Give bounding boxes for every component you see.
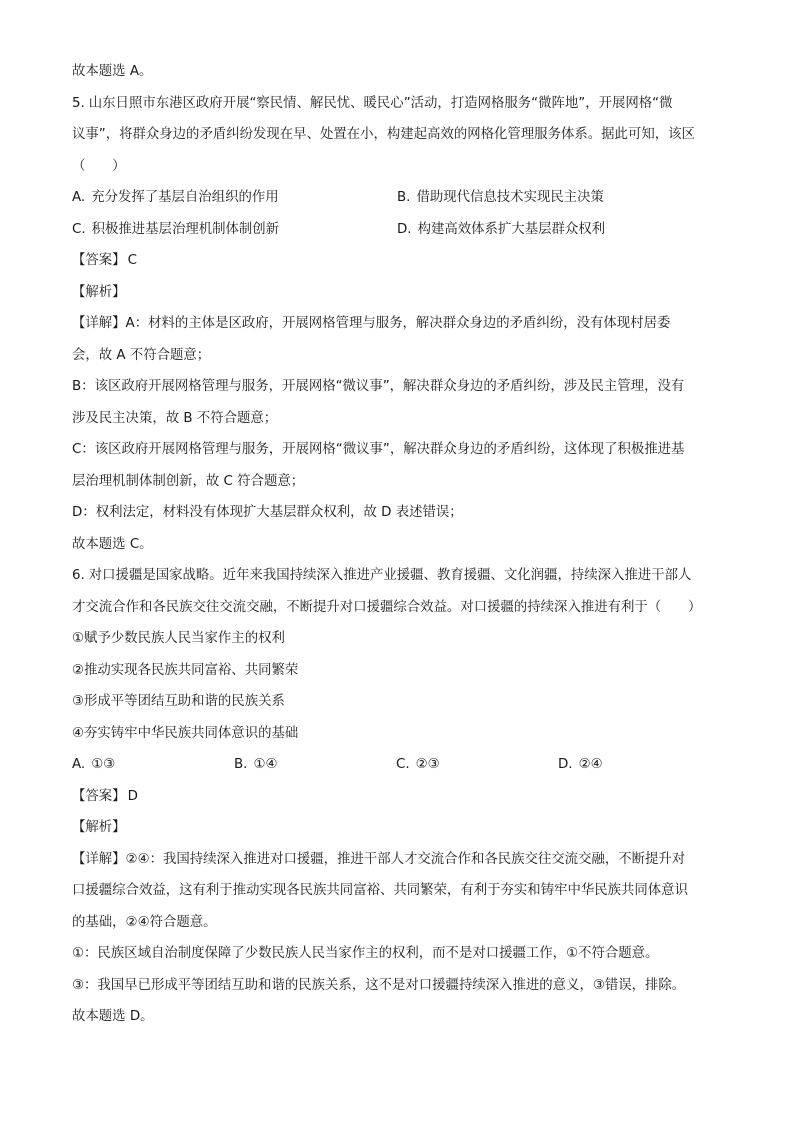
document-page [72, 62, 732, 1039]
question-5-detail-line: C：该区政府开展网格管理与服务，开展网格“微议事”，解决群众身边的矛盾纠纷，这体现了积极推进基 [72, 442, 685, 457]
question-6-option-d: D. ②④ [558, 757, 603, 772]
question-6-statement-3: ③形成平等团结互助和谐的民族关系 [72, 694, 285, 709]
question-5-stem-line-1: 5. 山东日照市东港区政府开展“察民情、解民忧、暖民心”活动，打造网格服务“微阵地”，开展网格“微 [72, 95, 673, 111]
question-6-option-a: A. ①③ [72, 757, 116, 772]
question-6-statement-1: ①赋予少数民族人民当家作主的权利 [72, 631, 285, 646]
question-6-option-b: B. ①④ [234, 757, 278, 772]
question-5-stem-line-2: 议事”，将群众身边的矛盾纠纷发现在早、处置在小，构建起高效的网格化管理服务体系。据此可知，该区 [72, 127, 695, 142]
question-5-option-c: C. 积极推进基层治理机制体制创新 [72, 221, 280, 237]
question-5-option-d: D. 构建高效体系扩大基层群众权利 [397, 221, 606, 237]
question-6-analysis-label: 【解析】 [72, 820, 126, 835]
question-5-detail-line: 层治理机制体制创新，故 C 符合题意； [72, 473, 305, 489]
question-5-number: 5. [72, 95, 85, 111]
question-6-conclusion: 故本题选 D。 [72, 1009, 154, 1024]
question-5-detail-line: B：该区政府开展网格管理与服务，开展网格“微议事”，解决群众身边的矛盾纠纷，涉及民主管理，没有 [72, 379, 685, 394]
question-6-number: 6. [72, 568, 85, 583]
question-6 [72, 566, 732, 1027]
question-6-detail-line: ③：我国早已形成平等团结互助和谐的民族关系，这不是对口援疆持续深入推进的意义，③错误，排除。 [72, 977, 686, 993]
question-6-option-c: C. ②③ [396, 757, 440, 772]
question-5-option-a: A. 充分发挥了基层自治组织的作用 [72, 190, 279, 205]
question-6-detail-line: 【详解】②④：我国持续深入推进对口援疆，推进干部人才交流合作和各民族交往交流交融，不断提升对 [72, 851, 686, 867]
question-5 [72, 94, 732, 555]
question-5-detail-line: 【详解】A：材料的主体是区政府，开展网格管理与服务，解决群众身边的矛盾纠纷，没有体现村居委 [72, 316, 671, 331]
question-6-statement-2: ②推动实现各民族共同富裕、共同繁荣 [72, 662, 299, 678]
question-6-answer [72, 787, 732, 807]
question-5-detail-line: 会，故 A 不符合题意； [72, 347, 211, 363]
question-6-statement-4: ④夯实铸牢中华民族共同体意识的基础 [72, 725, 299, 741]
answer-label: 【答案】 [72, 253, 126, 268]
question-6-stem-line-2: 才交流合作和各民族交往交流交融，不断提升对口援疆综合效益。对口援疆的持续深入推进有利于（ ） [72, 599, 702, 615]
question-5-option-b: B. 借助现代信息技术实现民主决策 [397, 190, 604, 205]
question-5-options-row-2 [72, 220, 732, 240]
question-5-answer [72, 251, 732, 271]
answer-value: C [127, 253, 137, 268]
question-5-analysis-label: 【解析】 [72, 284, 126, 300]
question-6-detail-line: ①：民族区域自治制度保障了少数民族人民当家作主的权利，而不是对口援疆工作，①不符合题意。 [72, 946, 659, 961]
previous-conclusion: 故本题选 A。 [72, 64, 153, 79]
answer-value: D [127, 788, 138, 804]
question-6-detail-line: 口援疆综合效益，这有利于推动实现各民族共同富裕、共同繁荣，有利于夯实和铸牢中华民族共同体意识 [72, 883, 688, 898]
question-5-answer-blank: （ ） [72, 158, 126, 174]
question-5-conclusion: 故本题选 C。 [72, 536, 153, 552]
question-5-options-row-1 [72, 188, 732, 208]
answer-label: 【答案】 [72, 788, 126, 804]
question-6-options-row [72, 755, 732, 775]
question-5-detail-line: D：权利法定，材料没有体现扩大基层群众权利，故 D 表述错误； [72, 505, 463, 520]
question-6-stem-line-1: 6. 对口援疆是国家战略。近年来我国持续深入推进产业援疆、教育援疆、文化润疆，持续深入推进干部人 [72, 568, 692, 583]
question-5-detail-line: 涉及民主决策，故 B 不符合题意； [72, 410, 278, 426]
question-6-detail-line: 的基础，②④符合题意。 [72, 914, 217, 930]
